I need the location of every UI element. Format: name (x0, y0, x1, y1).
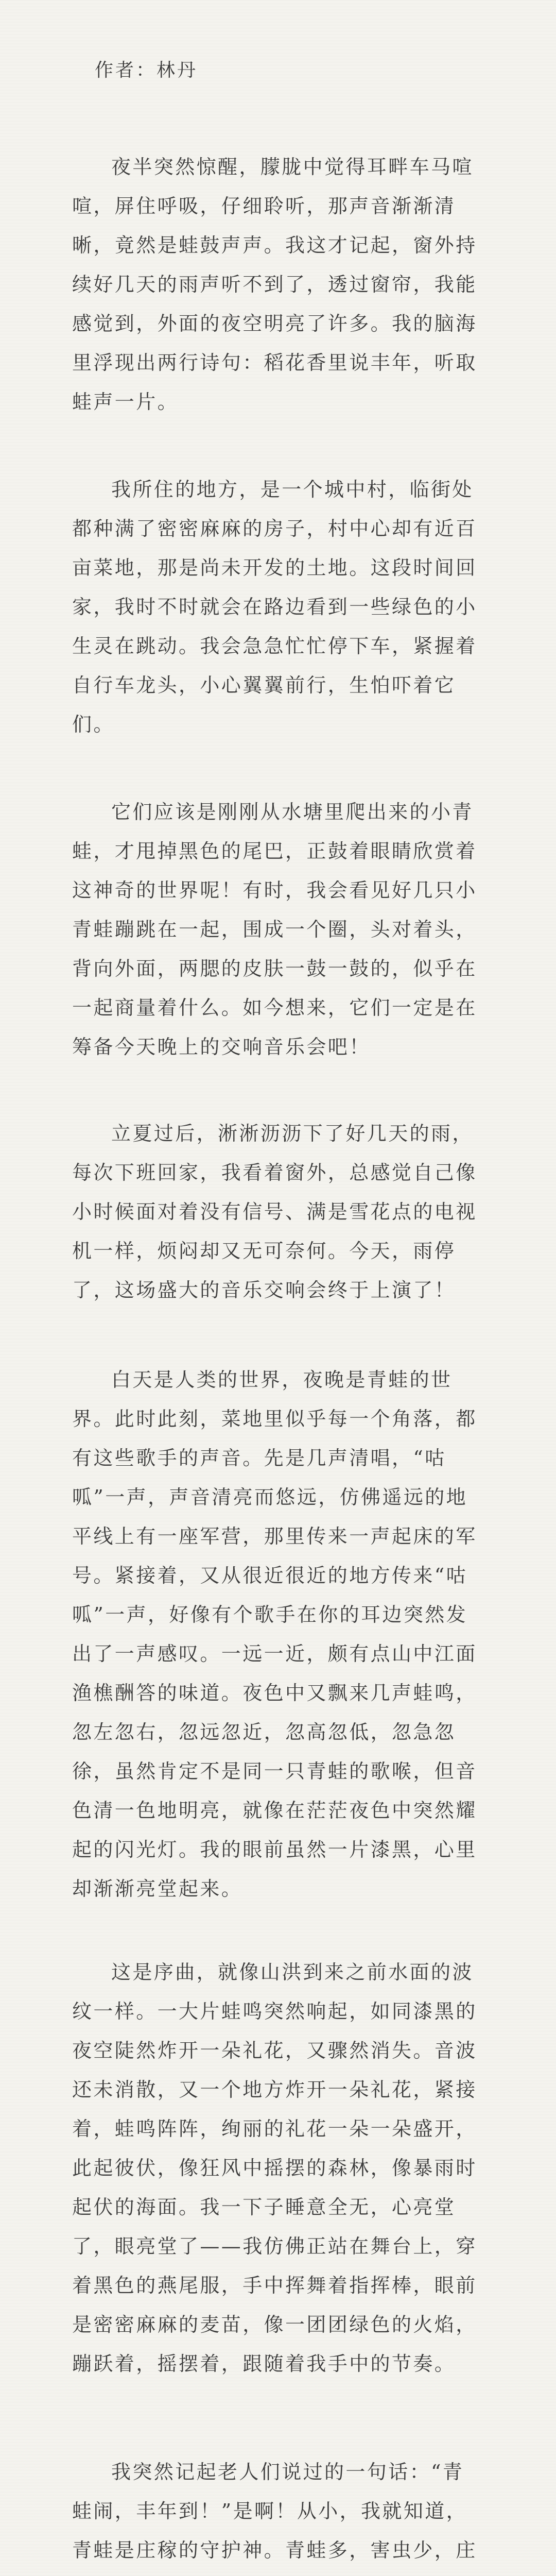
paragraph-6 (72, 1953, 484, 2383)
text-line: 还未消散，又一个地方炸开一朵礼花，紧接 (72, 2078, 477, 2101)
paragraph-1 (72, 147, 484, 421)
text-line: 蛙声一片。 (72, 391, 179, 413)
author-line: 作者：林丹 (95, 60, 198, 81)
text-line: 每次下班回家，我看着窗外，总感觉自己像 (72, 1161, 477, 1184)
text-line: 机一样，烦闷却又无可奈何。今天，雨停 (72, 1240, 456, 1262)
text-line: 了，这场盛大的音乐交响会终于上演了！ (72, 1279, 456, 1301)
text-line: 色清一色地明亮，就像在茫茫夜色中突然耀 (72, 1799, 477, 1822)
text-line: 徐，虽然肯定不是同一只青蛙的歌喉，但音 (72, 1760, 477, 1783)
text-line: 呱”一声，好像有个歌手在你的耳边突然发 (72, 1603, 468, 1626)
text-line: 里浮现出两行诗句：稻花香里说丰年，听取 (72, 351, 477, 374)
paragraph-7 (72, 2452, 484, 2576)
text-line: 此起彼伏，像狂风中摇摆的森林，像暴雨时 (72, 2157, 477, 2179)
text-line: 呱”一声，声音清亮而悠远，仿佛遥远的地 (72, 1486, 468, 1509)
paragraph-4 (72, 1114, 484, 1310)
text-line: 生灵在跳动。我会急急忙忙停下车，紧握着 (72, 635, 477, 657)
text-line: 蛙，才甩掉黑色的尾巴，正鼓着眼睛欣赏着 (72, 840, 477, 862)
text-line: 我突然记起老人们说过的一句话：“青 (111, 2461, 464, 2483)
text-line: 我所住的地方，是一个城中村，临街处 (111, 478, 474, 501)
text-line: 出了一声感叹。一远一近，颇有点山中江面 (72, 1642, 477, 1665)
text-line: 筹备今天晚上的交响音乐会吧！ (72, 1036, 371, 1058)
text-line: 自行车龙头，小心翼翼前行，生怕吓着它 (72, 674, 456, 697)
text-line: 忽左忽右，忽远忽近，忽高忽低，忽急忽 (72, 1721, 456, 1743)
text-line: 号。紧接着，又从很近很近的地方传来“咕 (72, 1564, 468, 1587)
text-line: 青蛙是庄稼的守护神。青蛙多，害虫少，庄 (72, 2539, 477, 2562)
text-line: 都种满了密密麻麻的房子，村中心却有近百 (72, 517, 477, 540)
text-line: 渔樵酬答的味道。夜色中又飘来几声蛙鸣， (72, 1682, 477, 1704)
text-line: 感觉到，外面的夜空明亮了许多。我的脑海 (72, 312, 477, 335)
text-line: 晰，竟然是蛙鼓声声。我这才记起，窗外持 (72, 234, 477, 257)
paragraph-5 (72, 1360, 484, 1908)
text-line: 了，眼亮堂了——我仿佛正站在舞台上，穿 (72, 2235, 477, 2258)
text-line: 青蛙蹦跳在一起，围成一个圈，头对着头， (72, 918, 477, 941)
text-line: 们。 (72, 713, 115, 736)
text-line: 是密密麻麻的麦苗，像一团团绿色的火焰， (72, 2313, 477, 2336)
text-line: 着，蛙鸣阵阵，绚丽的礼花一朵一朵盛开， (72, 2117, 477, 2140)
text-line: 起伏的海面。我一下子睡意全无，心亮堂 (72, 2196, 456, 2218)
text-line: 白天是人类的世界，夜晚是青蛙的世 (111, 1368, 453, 1391)
text-line: 背向外面，两腮的皮肤一鼓一鼓的，似乎在 (72, 957, 477, 980)
text-line: 有这些歌手的声音。先是几声清唱，“咕 (72, 1447, 446, 1469)
text-line: 续好几天的雨声听不到了，透过窗帘，我能 (72, 273, 477, 296)
text-line: 着黑色的燕尾服，手中挥舞着指挥棒，眼前 (72, 2274, 477, 2297)
text-line: 立夏过后，淅淅沥沥下了好几天的雨， (111, 1122, 474, 1145)
text-line: 喧，屏住呼吸，仔细聆听，那声音渐渐清 (72, 195, 456, 217)
text-line: 却渐渐亮堂起来。 (72, 1877, 243, 1900)
text-line: 夜半突然惊醒，朦胧中觉得耳畔车马喧 (111, 156, 474, 178)
text-line: 这神奇的世界呢！有时，我会看见好几只小 (72, 879, 477, 902)
text-line: 界。此时此刻，菜地里似乎每一个角落，都 (72, 1408, 477, 1430)
text-line: 它们应该是刚刚从水塘里爬出来的小青 (111, 801, 474, 823)
text-line: 一起商量着什么。如今想来，它们一定是在 (72, 996, 477, 1019)
text-line: 蛙闹，丰年到！”是啊！从小，我就知道， (72, 2500, 468, 2522)
text-line: 蹦跃着，摇摆着，跟随着我手中的节奏。 (72, 2352, 456, 2375)
text-line: 起的闪光灯。我的眼前虽然一片漆黑，心里 (72, 1838, 477, 1861)
text-line: 这是序曲，就像山洪到来之前水面的波 (111, 1961, 474, 1984)
text-line: 纹一样。一大片蛙鸣突然响起，如同漆黑的 (72, 2000, 477, 2023)
paragraph-2 (72, 470, 484, 744)
text-line: 家，我时不时就会在路边看到一些绿色的小 (72, 596, 477, 618)
text-line (72, 2570, 484, 2576)
text-line: 小时候面对着没有信号、满是雪花点的电视 (72, 1200, 477, 1223)
text-line: 亩菜地，那是尚未开发的土地。这段时间回 (72, 556, 477, 579)
text-line: 平线上有一座军营，那里传来一声起床的军 (72, 1525, 477, 1548)
paragraph-3 (72, 792, 484, 1066)
text-line: 夜空陡然炸开一朵礼花，又骤然消失。音波 (72, 2039, 477, 2062)
